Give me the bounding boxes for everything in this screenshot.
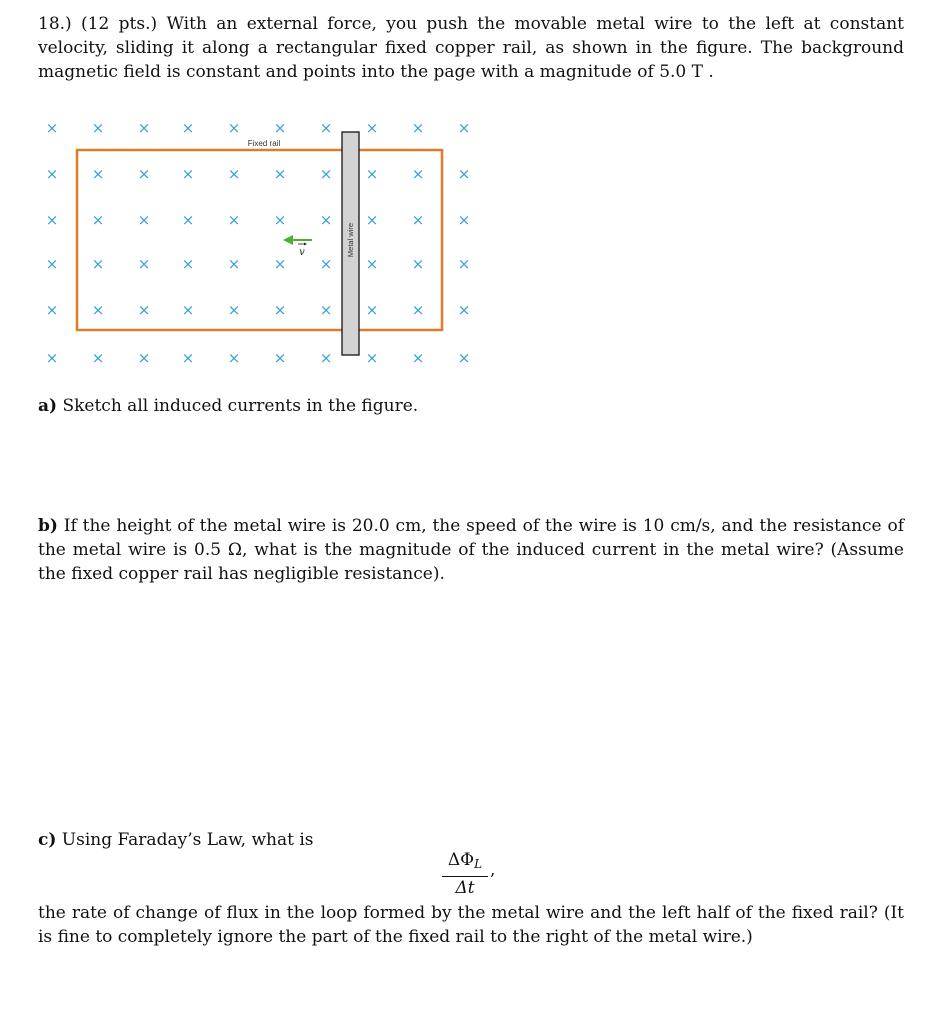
field-cross-r3-c1: × [91,255,105,273]
field-cross-r0-c8: × [411,119,425,137]
field-cross-r5-c6: × [319,349,333,367]
field-cross-r4-c8: × [411,301,425,319]
field-cross-r4-c7: × [365,301,379,319]
field-cross-r2-c1: × [91,211,105,229]
field-cross-r3-c4: × [227,255,241,273]
field-cross-r3-c5: × [273,255,287,273]
circuit-figure [30,110,490,372]
field-cross-r2-c0: × [45,211,59,229]
field-cross-r4-c9: × [457,301,471,319]
field-cross-r3-c2: × [137,255,151,273]
fixed-rail [77,150,442,330]
field-cross-r3-c3: × [181,255,195,273]
field-cross-r2-c3: × [181,211,195,229]
field-cross-r4-c0: × [45,301,59,319]
field-cross-r1-c7: × [365,165,379,183]
field-cross-r1-c9: × [457,165,471,183]
field-cross-r4-c3: × [181,301,195,319]
field-cross-r2-c6: × [319,211,333,229]
field-cross-r0-c1: × [91,119,105,137]
field-cross-r3-c0: × [45,255,59,273]
field-cross-r2-c4: × [227,211,241,229]
part-c: c) Using Faraday’s Law, what is [38,830,314,850]
field-cross-r0-c2: × [137,119,151,137]
field-cross-r3-c7: × [365,255,379,273]
rail-label: Fixed rail [247,139,281,148]
part-c-continued: the rate of change of flux in the loop formed by the metal wire and the left half of the fixed rail? (It is fine to completely ignore the part of the fixed rail to the right of the metal wire.) [38,903,904,947]
field-cross-r1-c0: × [45,165,59,183]
field-cross-r0-c0: × [45,119,59,137]
field-cross-r3-c6: × [319,255,333,273]
part-b: b) If the height of the metal wire is 20.0 cm, the speed of the wire is 10 cm/s, and the resistance of the metal wire is 0.5 Ω, what is the magnitude of the induced current in the metal wire? (Assume the fixed copper rail has negligible resistance). [38,516,904,584]
field-cross-r0-c3: × [181,119,195,137]
field-cross-r4-c5: × [273,301,287,319]
field-cross-r5-c2: × [137,349,151,367]
field-cross-r5-c5: × [273,349,287,367]
field-cross-r2-c8: × [411,211,425,229]
field-cross-r1-c1: × [91,165,105,183]
field-cross-r4-c1: × [91,301,105,319]
field-cross-r5-c3: × [181,349,195,367]
field-cross-r1-c3: × [181,165,195,183]
field-cross-r1-c6: × [319,165,333,183]
field-cross-r0-c4: × [227,119,241,137]
field-cross-r1-c5: × [273,165,287,183]
field-cross-r1-c2: × [137,165,151,183]
field-cross-r5-c9: × [457,349,471,367]
field-cross-r3-c8: × [411,255,425,273]
field-cross-r2-c5: × [273,211,287,229]
field-cross-r5-c4: × [227,349,241,367]
field-cross-r2-c7: × [365,211,379,229]
field-cross-r0-c5: × [273,119,287,137]
field-cross-r3-c9: × [457,255,471,273]
field-cross-r4-c6: × [319,301,333,319]
velocity-label: v [299,247,305,258]
field-cross-r0-c6: × [319,119,333,137]
field-cross-r0-c7: × [365,119,379,137]
velocity-arrow [283,235,312,245]
field-cross-r1-c8: × [411,165,425,183]
field-cross-r5-c8: × [411,349,425,367]
field-cross-r1-c4: × [227,165,241,183]
field-cross-r4-c4: × [227,301,241,319]
field-cross-r2-c2: × [137,211,151,229]
field-cross-r5-c0: × [45,349,59,367]
velocity-vector-mark-head [304,243,307,246]
field-cross-r5-c7: × [365,349,379,367]
field-cross-r5-c1: × [91,349,105,367]
part-a: a) Sketch all induced currents in the figure. [38,396,419,416]
field-cross-r0-c9: × [457,119,471,137]
problem-intro: 18.) (12 pts.) With an external force, you push the movable metal wire to the left at constant velocity, sliding it along a rectangular fixed copper rail, as shown in the figure. The background magnetic field is constant and points into the page with a magnitude of 5.0 T . [38,14,904,82]
fraction-comma: , [490,860,496,880]
field-cross-r2-c9: × [457,211,471,229]
wire-label: Metal wire [346,222,355,258]
flux-rate-fraction: $\Delta\Phi_L$ Δt [442,850,488,899]
field-cross-r4-c2: × [137,301,151,319]
